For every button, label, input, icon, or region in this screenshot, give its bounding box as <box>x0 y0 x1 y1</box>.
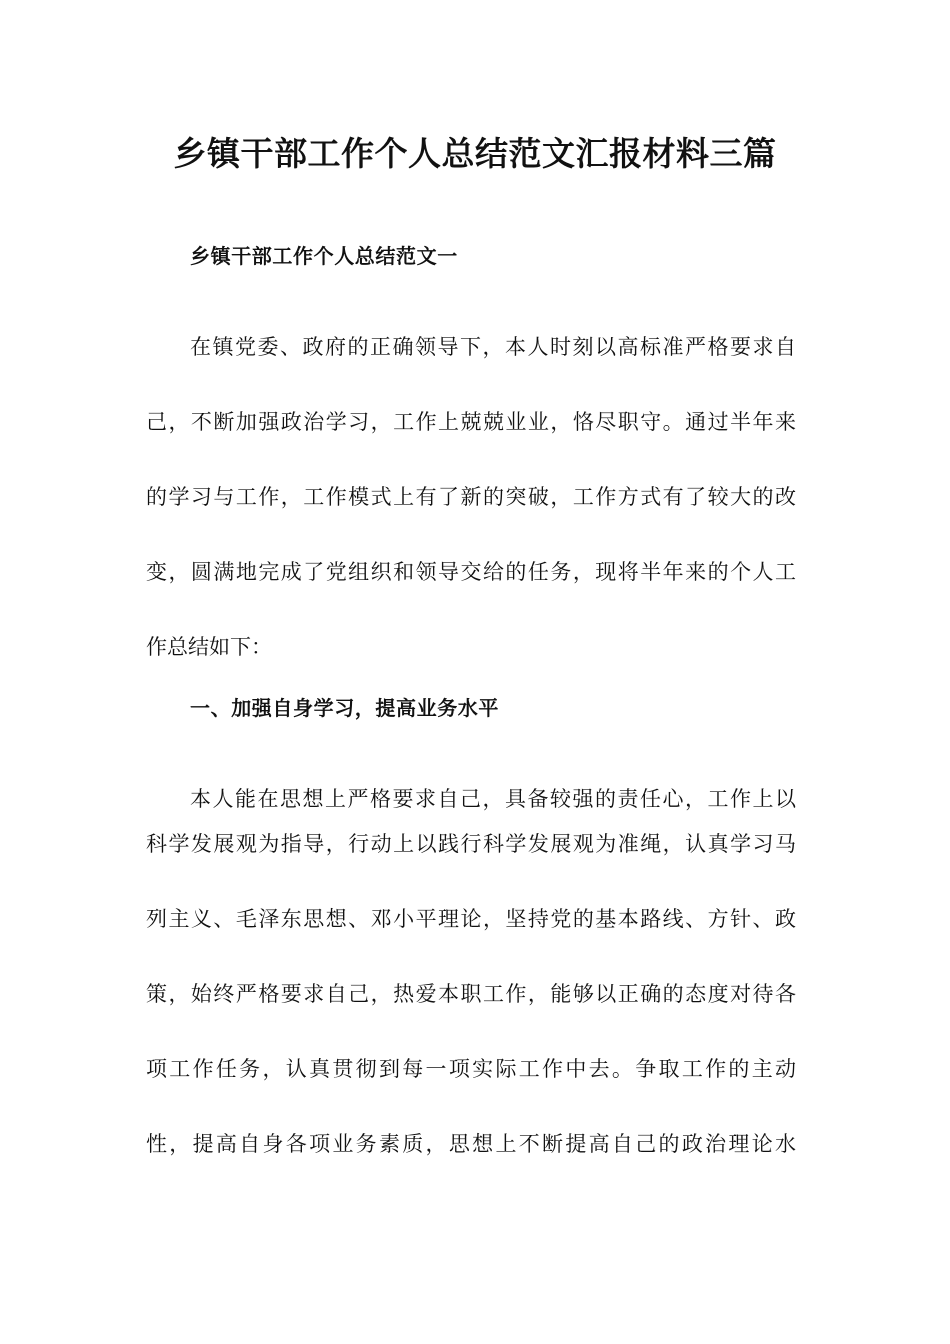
paragraph-line: 列主义、毛泽东思想、邓小平理论，坚持党的基本路线、方针、政 <box>146 907 796 931</box>
paragraph-line: 变，圆满地完成了党组织和领导交给的任务，现将半年来的个人工 <box>146 560 796 584</box>
paragraph-line: 本人能在思想上严格要求自己，具备较强的责任心，工作上以 <box>190 787 796 811</box>
paragraph-line: 的学习与工作，工作模式上有了新的突破，工作方式有了较大的改 <box>146 485 796 509</box>
subheading: 一、加强自身学习，提高业务水平 <box>190 696 499 720</box>
paragraph-line: 在镇党委、政府的正确领导下，本人时刻以高标准严格要求自 <box>190 335 796 359</box>
paragraph-line: 科学发展观为指导，行动上以践行科学发展观为准绳，认真学习马 <box>146 832 796 856</box>
section-heading: 乡镇干部工作个人总结范文一 <box>190 244 458 268</box>
paragraph-line: 己，不断加强政治学习，工作上兢兢业业，恪尽职守。通过半年来 <box>146 410 796 434</box>
paragraph-line: 性，提高自身各项业务素质，思想上不断提高自己的政治理论水 <box>146 1132 796 1156</box>
document-title: 乡镇干部工作个人总结范文汇报材料三篇 <box>173 134 777 173</box>
paragraph-line: 策，始终严格要求自己，热爱本职工作，能够以正确的态度对待各 <box>146 982 796 1006</box>
paragraph-line: 作总结如下： <box>146 635 272 659</box>
paragraph-line: 项工作任务，认真贯彻到每一项实际工作中去。争取工作的主动 <box>146 1057 796 1081</box>
